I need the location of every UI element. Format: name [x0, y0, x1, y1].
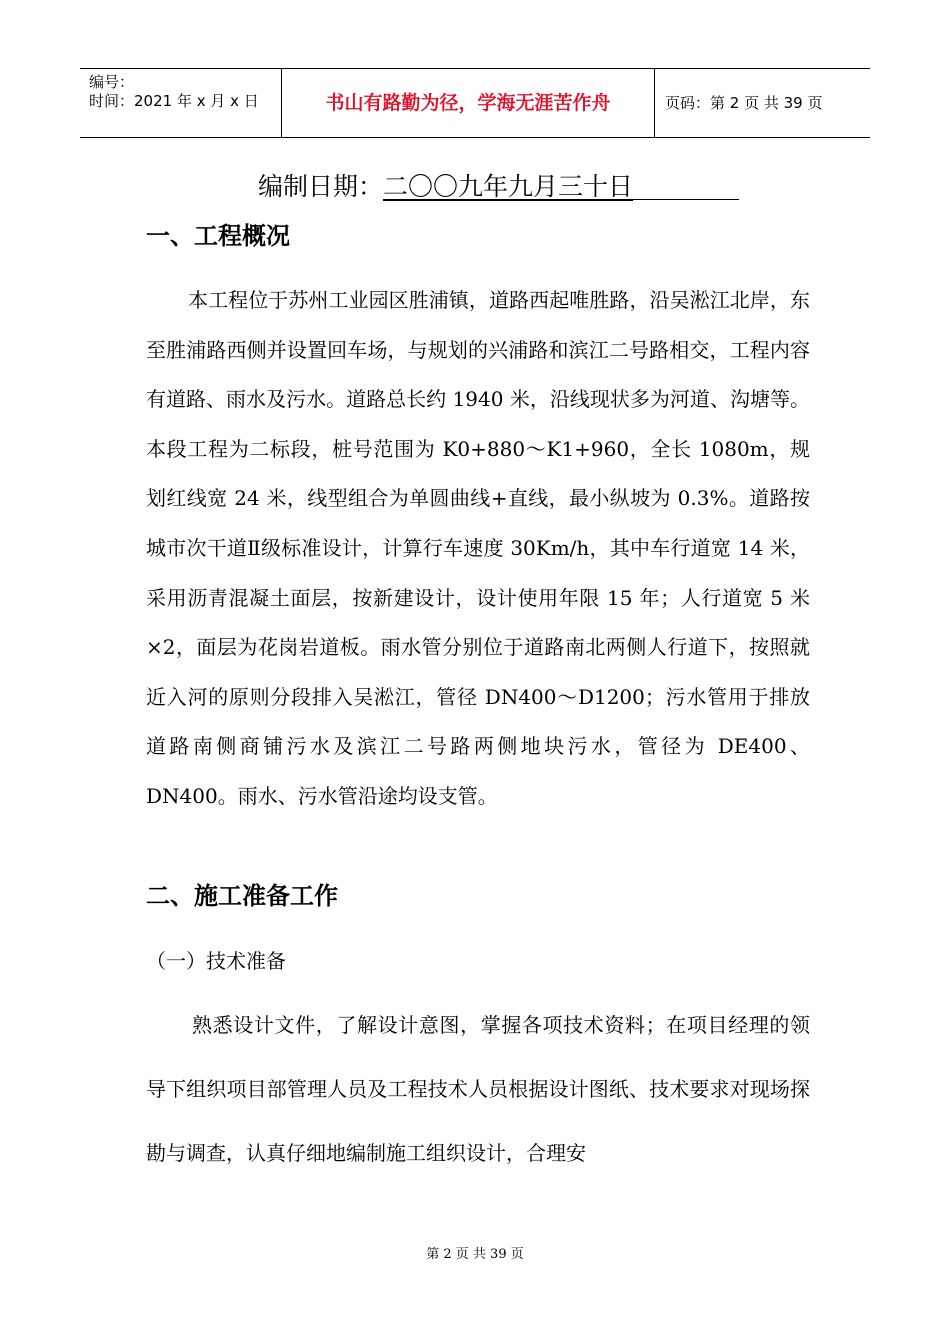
- header-motto: 书山有路勤为径，学海无涯苦作舟: [325, 92, 611, 114]
- compile-date-label: 编制日期：: [258, 172, 384, 201]
- page-header: [80, 68, 870, 138]
- subsection-technical-preparation-heading: （一）技术准备: [146, 949, 286, 973]
- section-1-heading: 一、工程概况: [146, 222, 290, 250]
- section-2-paragraph: 熟悉设计文件，了解设计意图，掌握各项技术资料；在项目经理的领导下组织项目部管理人员及工程技术人员根据设计图纸、技术要求对现场探勘与调查，认真仔细地编制施工组织设计，合理安: [146, 1013, 810, 1165]
- header-middle-cell: [281, 69, 655, 137]
- header-right-cell: [655, 69, 870, 137]
- section-1-paragraph: 本工程位于苏州工业园区胜浦镇，道路西起唯胜路，沿吴淞江北岸，东至胜浦路西侧并设置回车场，与规划的兴浦路和滨江二号路相交，工程内容有道路、雨水及污水。道路总长约 1940 米，沿线现状多为河道、沟塘等。本段工程为二标段，桩号范围为 K0+880～K1+960，全长 1080m，规划红线宽 24 米，线型组合为单圆曲线+直线，最小纵坡为 0.3%。道路按城市次干道Ⅱ级标准设计，计算行车速度 30Km/h，其中车行道宽 14 米，采用沥青混凝土面层，按新建设计，设计使用年限 15 年；人行道宽 5 米×2，面层为花岗岩道板。雨水管分别位于道路南北两侧人行道下，按照就近入河的原则分段排入吴淞江，管径 DN400～D1200；污水管用于排放道路南侧商铺污水及滨江二号路两侧地块污水，管径为 DE400、DN400。雨水、污水管沿途均设支管。: [146, 288, 810, 808]
- document-time-label: 时间：2021 年 x 月 x 日: [89, 92, 259, 110]
- section-2-heading: 二、施工准备工作: [146, 882, 338, 910]
- compile-date-underline: [633, 170, 739, 200]
- document-number-label: 编号：: [89, 73, 135, 91]
- compile-date-value: 二〇〇九年九月三十日: [383, 172, 634, 201]
- header-left-cell: [80, 69, 280, 137]
- page-footer: 第 2 页 共 39 页: [426, 1247, 524, 1262]
- compile-date-line: [258, 170, 739, 204]
- header-page-info: 页码：第 2 页 共 39 页: [665, 94, 823, 112]
